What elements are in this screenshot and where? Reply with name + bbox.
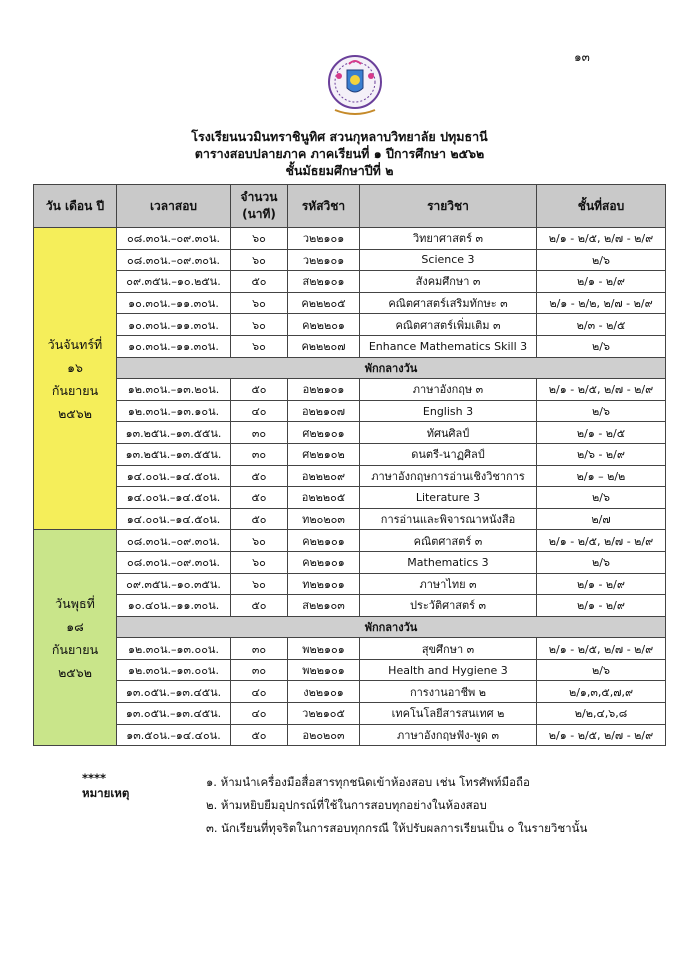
cell-rooms: ๒/๖ — [537, 551, 666, 573]
cell-minutes: ๕๐ — [231, 465, 288, 487]
col-header-rooms: ชั้นที่สอบ — [537, 185, 666, 228]
cell-rooms: ๒/๓ - ๒/๕ — [537, 314, 666, 336]
cell-time: ๐๙.๓๕น.–๑๐.๒๕น. — [117, 271, 231, 293]
col-header-minutes — [231, 185, 288, 228]
cell-subject: Science 3 — [360, 249, 537, 271]
table-row — [34, 595, 666, 617]
cell-rooms: ๒/๑ - ๒/๕, ๒/๗ - ๒/๙ — [537, 530, 666, 552]
cell-minutes: ๓๐ — [231, 659, 288, 681]
table-header-row — [34, 185, 666, 228]
cell-code: ท๒๒๑๐๑ — [288, 573, 360, 595]
cell-code: อ๒๒๑๐๑ — [288, 379, 360, 401]
cell-time: ๑๔.๐๐น.–๑๔.๕๐น. — [117, 465, 231, 487]
cell-minutes: ๖๐ — [231, 530, 288, 552]
table-row — [34, 551, 666, 573]
cell-code: พ๒๒๑๐๑ — [288, 638, 360, 660]
cell-subject: คณิตศาสตร์ ๓ — [360, 530, 537, 552]
cell-rooms: ๒/๑ - ๒/๕ — [537, 422, 666, 444]
cell-time: ๑๔.๐๐น.–๑๔.๕๐น. — [117, 508, 231, 530]
cell-subject: คณิตศาสตร์เสริมทักษะ ๓ — [360, 292, 537, 314]
cell-rooms: ๒/๑ - ๒/๕, ๒/๗ - ๒/๙ — [537, 724, 666, 746]
table-row — [34, 508, 666, 530]
cell-time: ๐๘.๓๐น.–๐๙.๓๐น. — [117, 249, 231, 271]
table-row — [34, 422, 666, 444]
cell-rooms: ๒/๖ — [537, 400, 666, 422]
table-row — [34, 443, 666, 465]
cell-subject: ภาษาอังกฤษ ๓ — [360, 379, 537, 401]
cell-subject: Literature 3 — [360, 487, 537, 509]
cell-subject: ดนตรี-นาฏศิลป์ — [360, 443, 537, 465]
cell-time: ๑๒.๓๐น.–๑๓.๑๐น. — [117, 400, 231, 422]
lunch-break-label: พักกลางวัน — [117, 616, 666, 638]
cell-code: ท๒๐๒๐๓ — [288, 508, 360, 530]
col-header-minutes-line2: (นาที) — [242, 207, 276, 221]
day-date: ๑๖ — [67, 359, 83, 375]
table-row — [34, 271, 666, 293]
cell-time: ๑๓.๒๕น.–๑๓.๕๕น. — [117, 422, 231, 444]
table-row — [34, 703, 666, 725]
table-row — [34, 465, 666, 487]
cell-subject: Health and Hygiene 3 — [360, 659, 537, 681]
cell-subject: การงานอาชีพ ๒ — [360, 681, 537, 703]
cell-time: ๑๐.๓๐น.–๑๑.๓๐น. — [117, 335, 231, 357]
cell-code: ค๒๒๒๐๗ — [288, 335, 360, 357]
cell-subject: ประวัติศาสตร์ ๓ — [360, 595, 537, 617]
table-row — [34, 249, 666, 271]
col-header-time: เวลาสอบ — [117, 185, 231, 228]
cell-rooms: ๒/๑ - ๒/๕, ๒/๗ - ๒/๙ — [537, 379, 666, 401]
table-row — [34, 314, 666, 336]
cell-time: ๑๒.๓๐น.–๑๓.๒๐น. — [117, 379, 231, 401]
cell-time: ๑๐.๔๐น.–๑๑.๓๐น. — [117, 595, 231, 617]
cell-time: ๑๐.๓๐น.–๑๑.๓๐น. — [117, 292, 231, 314]
col-header-subject: รายวิชา — [360, 185, 537, 228]
table-row — [34, 681, 666, 703]
cell-rooms: ๒/๖ — [537, 487, 666, 509]
table-body — [34, 228, 666, 746]
day-year: ๒๕๖๒ — [58, 664, 92, 680]
cell-code: ศ๒๒๑๐๒ — [288, 443, 360, 465]
cell-rooms: ๒/๑ - ๒/๒, ๒/๗ - ๒/๙ — [537, 292, 666, 314]
cell-rooms: ๒/๖ - ๒/๙ — [537, 443, 666, 465]
day-cell — [34, 228, 117, 530]
day-year: ๒๕๖๒ — [58, 405, 92, 421]
cell-subject: Mathematics 3 — [360, 551, 537, 573]
cell-code: ว๒๒๑๐๑ — [288, 249, 360, 271]
table-row — [34, 638, 666, 660]
table-row — [34, 335, 666, 357]
cell-subject: ภาษาอังกฤษการอ่านเชิงวิชาการ — [360, 465, 537, 487]
cell-subject: วิทยาศาสตร์ ๓ — [360, 228, 537, 250]
cell-subject: ภาษาอังกฤษฟัง-พูด ๓ — [360, 724, 537, 746]
page-number: ๑๓ — [574, 50, 590, 64]
col-header-minutes-line1: จำนวน — [240, 190, 278, 204]
lunch-break-row — [34, 616, 666, 638]
cell-time: ๐๘.๓๐น.–๐๙.๓๐น. — [117, 551, 231, 573]
cell-time: ๑๔.๐๐น.–๑๔.๕๐น. — [117, 487, 231, 509]
cell-code: อ๒๒๑๐๗ — [288, 400, 360, 422]
cell-time: ๑๓.๐๕น.–๑๓.๔๕น. — [117, 681, 231, 703]
day-day: วันพุธที่ — [55, 595, 95, 611]
cell-minutes: ๖๐ — [231, 551, 288, 573]
cell-subject: สังคมศึกษา ๓ — [360, 271, 537, 293]
cell-code: ส๒๒๑๐๓ — [288, 595, 360, 617]
school-seal-logo — [327, 52, 383, 122]
day-date: ๑๘ — [66, 618, 84, 634]
exam-schedule-table — [33, 184, 666, 746]
cell-minutes: ๕๐ — [231, 379, 288, 401]
cell-subject: English 3 — [360, 400, 537, 422]
cell-minutes: ๓๐ — [231, 443, 288, 465]
cell-code: ค๒๒๒๐๑ — [288, 314, 360, 336]
exam-title: ตารางสอบปลายภาค ภาคเรียนที่ ๑ ปีการศึกษา ๒๕๖๒ — [194, 146, 485, 161]
cell-minutes: ๖๐ — [231, 292, 288, 314]
cell-code: ส๒๒๑๐๑ — [288, 271, 360, 293]
cell-rooms: ๒/๑ - ๒/๕, ๒/๗ - ๒/๙ — [537, 638, 666, 660]
cell-rooms: ๒/๑ - ๒/๙ — [537, 573, 666, 595]
school-name: โรงเรียนนวมินทราชินูทิศ สวนกุหลาบวิทยาลัย ปทุมธานี — [191, 129, 488, 144]
cell-code: ค๒๒๒๐๕ — [288, 292, 360, 314]
cell-rooms: ๒/๑ - ๒/๙ — [537, 595, 666, 617]
cell-minutes: ๔๐ — [231, 703, 288, 725]
day-month: กันยายน — [51, 382, 99, 398]
cell-time: ๑๐.๓๐น.–๑๑.๓๐น. — [117, 314, 231, 336]
cell-code: อ๒๒๒๐๕ — [288, 487, 360, 509]
table-row — [34, 379, 666, 401]
table-row — [34, 724, 666, 746]
cell-time: ๐๘.๓๐น.–๐๙.๓๐น. — [117, 228, 231, 250]
lunch-break-row — [34, 357, 666, 379]
cell-subject: สุขศึกษา ๓ — [360, 638, 537, 660]
cell-minutes: ๖๐ — [231, 335, 288, 357]
note-item: ๑. ห้ามนำเครื่องมือสื่อสารทุกชนิดเข้าห้องสอบ เช่น โทรศัพท์มือถือ — [206, 775, 530, 789]
document-header — [0, 128, 679, 179]
grade-level: ชั้นมัธยมศึกษาปีที่ ๒ — [285, 163, 394, 178]
cell-rooms: ๒/๗ — [537, 508, 666, 530]
cell-minutes: ๖๐ — [231, 573, 288, 595]
cell-subject: การอ่านและพิจารณาหนังสือ — [360, 508, 537, 530]
cell-time: ๐๙.๓๕น.–๑๐.๓๕น. — [117, 573, 231, 595]
lunch-break-label: พักกลางวัน — [117, 357, 666, 379]
cell-minutes: ๕๐ — [231, 595, 288, 617]
day-day: วันจันทร์ที่ — [47, 336, 103, 352]
cell-subject: เทคโนโลยีสารสนเทศ ๒ — [360, 703, 537, 725]
cell-minutes: ๔๐ — [231, 681, 288, 703]
cell-time: ๐๘.๓๐น.–๐๙.๓๐น. — [117, 530, 231, 552]
day-cell — [34, 530, 117, 746]
cell-code: ว๒๒๑๐๑ — [288, 228, 360, 250]
table-row — [34, 228, 666, 250]
cell-minutes: ๖๐ — [231, 249, 288, 271]
table-row — [34, 573, 666, 595]
table-row — [34, 659, 666, 681]
cell-code: ค๒๒๑๐๑ — [288, 530, 360, 552]
cell-rooms: ๒/๒,๔,๖,๘ — [537, 703, 666, 725]
table-row — [34, 530, 666, 552]
cell-minutes: ๓๐ — [231, 638, 288, 660]
cell-subject: ทัศนศิลป์ — [360, 422, 537, 444]
table-row — [34, 487, 666, 509]
cell-time: ๑๓.๐๕น.–๑๓.๔๕น. — [117, 703, 231, 725]
cell-minutes: ๖๐ — [231, 314, 288, 336]
col-header-date: วัน เดือน ปี — [34, 185, 117, 228]
cell-rooms: ๒/๖ — [537, 659, 666, 681]
cell-minutes: ๕๐ — [231, 271, 288, 293]
cell-rooms: ๒/๑ - ๒/๙ — [537, 271, 666, 293]
cell-rooms: ๒/๖ — [537, 249, 666, 271]
note-item: ๓. นักเรียนที่ทุจริตในการสอบทุกกรณี ให้ปรับผลการเรียนเป็น ๐ ในรายวิชานั้น — [206, 821, 588, 835]
cell-minutes: ๕๐ — [231, 508, 288, 530]
cell-minutes: ๕๐ — [231, 487, 288, 509]
cell-code: ง๒๒๑๐๑ — [288, 681, 360, 703]
cell-rooms: ๒/๑ – ๒/๒ — [537, 465, 666, 487]
cell-time: ๑๓.๒๕น.–๑๓.๕๕น. — [117, 443, 231, 465]
cell-minutes: ๖๐ — [231, 228, 288, 250]
table-row — [34, 400, 666, 422]
notes-list — [206, 771, 587, 840]
cell-rooms: ๒/๖ — [537, 335, 666, 357]
cell-time: ๑๒.๓๐น.–๑๓.๐๐น. — [117, 638, 231, 660]
note-item: ๒. ห้ามหยิบยืมอุปกรณ์ที่ใช้ในการสอบทุกอย่างในห้องสอบ — [206, 798, 487, 812]
cell-code: อ๒๐๒๐๓ — [288, 724, 360, 746]
notes-label: **** หมายเหตุ — [82, 771, 130, 800]
col-header-code: รหัสวิชา — [288, 185, 360, 228]
cell-rooms: ๒/๑ - ๒/๕, ๒/๗ - ๒/๙ — [537, 228, 666, 250]
cell-minutes: ๔๐ — [231, 400, 288, 422]
cell-time: ๑๓.๕๐น.–๑๔.๔๐น. — [117, 724, 231, 746]
cell-subject: Enhance Mathematics Skill 3 — [360, 335, 537, 357]
cell-code: อ๒๒๒๐๙ — [288, 465, 360, 487]
cell-subject: คณิตศาสตร์เพิ่มเติม ๓ — [360, 314, 537, 336]
day-month: กันยายน — [51, 641, 99, 657]
cell-rooms: ๒/๑,๓,๕,๗,๙ — [537, 681, 666, 703]
table-row — [34, 292, 666, 314]
cell-time: ๑๒.๓๐น.–๑๓.๐๐น. — [117, 659, 231, 681]
cell-minutes: ๕๐ — [231, 724, 288, 746]
cell-code: ค๒๒๑๐๑ — [288, 551, 360, 573]
cell-minutes: ๓๐ — [231, 422, 288, 444]
cell-subject: ภาษาไทย ๓ — [360, 573, 537, 595]
cell-code: ศ๒๒๑๐๑ — [288, 422, 360, 444]
cell-code: พ๒๒๑๐๑ — [288, 659, 360, 681]
cell-code: ว๒๒๑๐๕ — [288, 703, 360, 725]
